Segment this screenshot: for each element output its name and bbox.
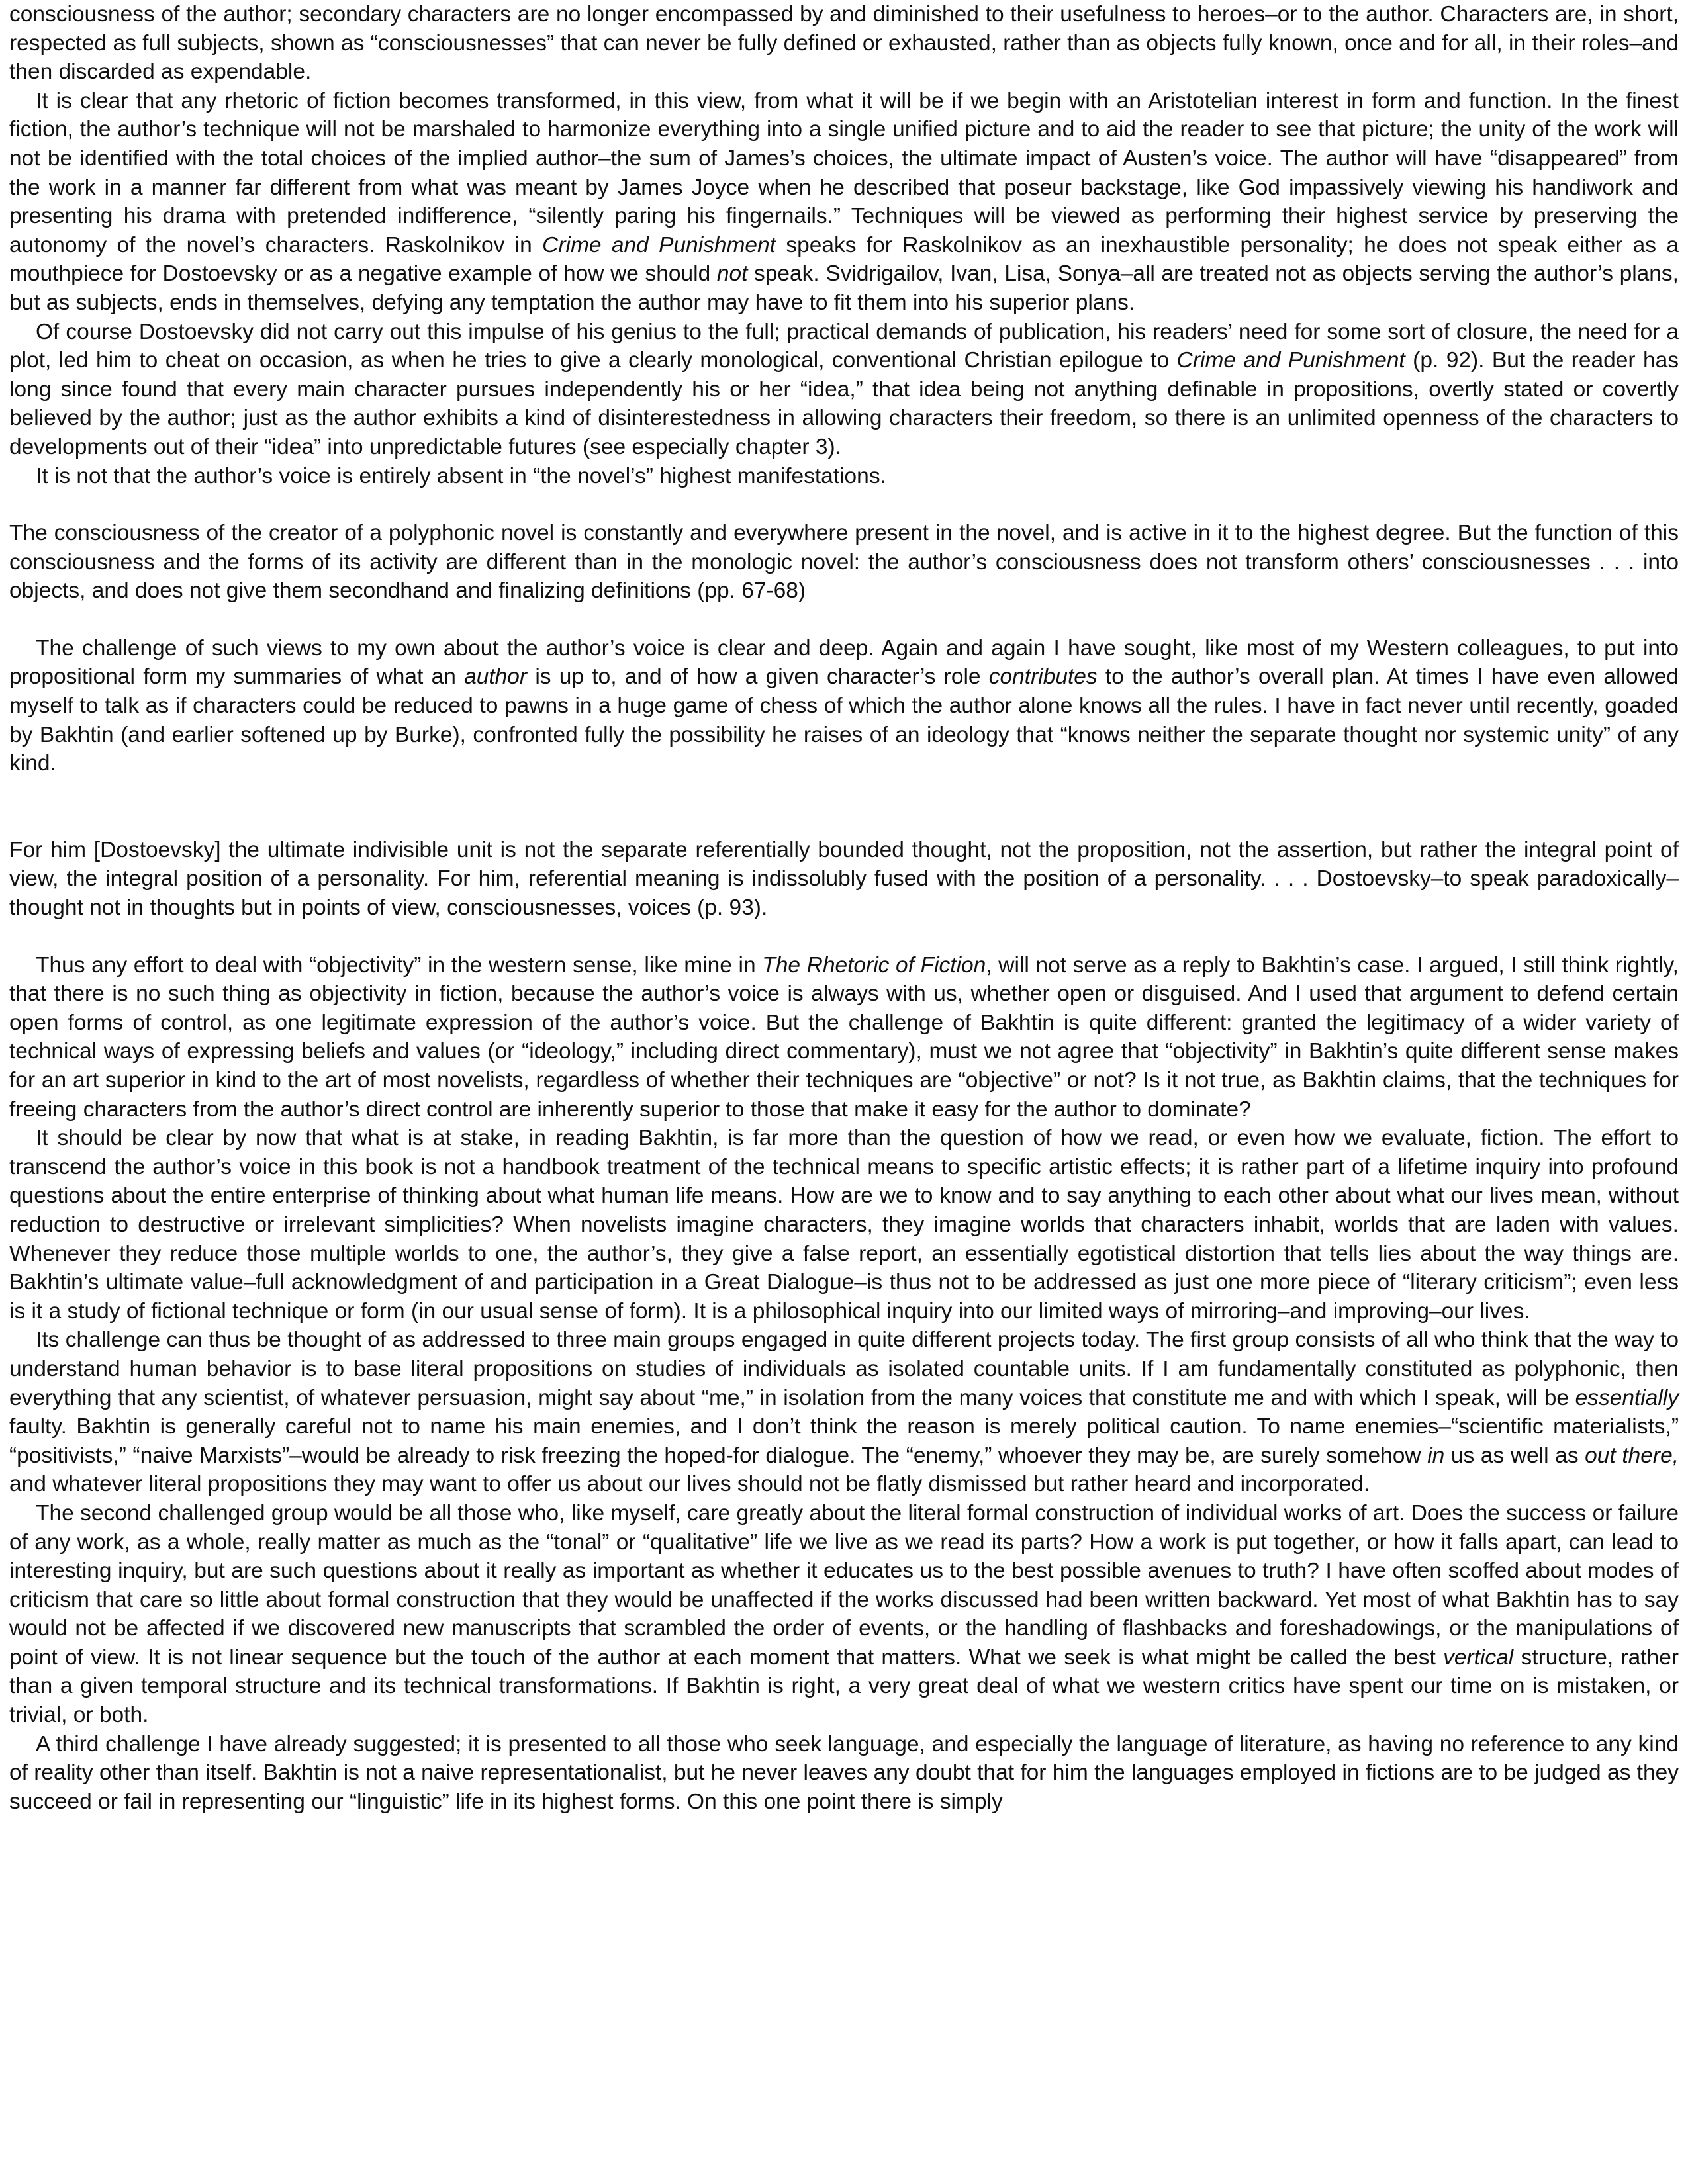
body-paragraph xyxy=(9,0,1679,87)
text-run: speaks for Raskolnikov as an inexhaustible personality; he does not speak either as a mouthpiece for Dostoevsky or as a negative example of how we should xyxy=(9,232,1679,287)
italic-text: contributes xyxy=(988,664,1098,690)
block-quote xyxy=(9,519,1679,606)
body-paragraph xyxy=(9,634,1679,778)
italic-text: The Rhetoric of Fiction xyxy=(762,952,986,978)
italic-text: in xyxy=(1427,1443,1445,1468)
text-run: For him [Dostoevsky] the ultimate indivisible unit is not the separate referentially bounded thought, not the proposition, not the assertion, but rather the integral point of view, the integral position of a personality. For him, referential meaning is indissolubly fused with the position of a personality. . . . Dostoevsky–to speak paradoxically–thought not in thoughts but in points of view, consciousnesses, voices (p. 93). xyxy=(9,837,1679,921)
body-paragraph xyxy=(9,462,1679,491)
italic-text: essentially xyxy=(1575,1385,1679,1410)
body-paragraph xyxy=(9,1124,1679,1326)
text-run: us as well as xyxy=(1444,1443,1585,1468)
block-quote xyxy=(9,836,1679,923)
italic-text: out there, xyxy=(1585,1443,1679,1468)
text-run: It is clear that any rhetoric of fiction becomes transformed, in this view, from what it will be if we begin with an Aristotelian interest in form and function. In the finest fiction, the author’s technique will not be marshaled to harmonize everything into a single unified picture and to aid the reader to see that picture; the unity of the work will not be identified with the total choices of the implied author–the sum of James’s choices, the ultimate impact of Austen’s voice. The author will have “disappeared” from the work in a manner far different from what was meant by James Joyce when he described that poseur backstage, like God impassively viewing his handiwork and presenting his drama with pretended indifference, “silently paring his fingernails.” Techniques will be viewed as performing their highest service by preserving the autonomy of the novel’s characters. Raskolnikov in xyxy=(9,88,1679,257)
text-run: It is not that the author’s voice is entirely absent in “the novel’s” highest manifestations. xyxy=(36,463,886,488)
body-paragraph xyxy=(9,1730,1679,1817)
italic-text: not xyxy=(716,261,748,287)
text-run: is up to, and of how a given character’s role xyxy=(527,664,989,690)
italic-text: vertical xyxy=(1443,1645,1514,1670)
italic-text: Crime and Punishment xyxy=(542,232,776,257)
text-run: It should be clear by now that what is at stake, in reading Bakhtin, is far more than the question of how we read, or even how we evaluate, fiction. The effort to transcend the author’s voice in this book is not a handbook treatment of the technical means to specific artistic effects; it is rather part of a lifetime inquiry into profound questions about the entire enterprise of thinking about what human life means. How are we to know and to say anything to each other about what our lives mean, without reduction to destructive or irrelevant simplicities? When novelists imagine characters, they imagine worlds that characters inhabit, worlds that are laden with values. Whenever they reduce those multiple worlds to one, the author’s, they give a false report, an essentially egotistical distortion that tells lies about the way things are. Bakhtin’s ultimate value–full acknowledgment of and participation in a Great Dialogue–is thus not to be addressed as just one more piece of “literary criticism”; even less is it a study of fictional technique or form (in our usual sense of form). It is a philosophical inquiry into our limited ways of mirroring–and improving–our lives. xyxy=(9,1126,1679,1324)
text-run: Of course Dostoevsky did not carry out this impulse of his genius to the full; practical demands of publication, his readers’ need for some sort of closure, the need for a plot, led him to cheat on occasion, as when he tries to give a clearly monological, conventional Christian epilogue to xyxy=(9,319,1679,373)
body-paragraph xyxy=(9,87,1679,318)
text-run: speak. Svidrigailov, Ivan, Lisa, Sonya–all are treated not as objects serving the author’s plans, but as subjects, ends in themselves, defying any temptation the author may have to fit them into his superior plans. xyxy=(9,261,1679,315)
text-run: faulty. Bakhtin is generally careful not to name his main enemies, and I don’t think the reason is merely political caution. To name enemies–“scientific materialists,” “positivists,” “naive Marxists”–would be already to risk freezing the hoped-for dialogue. The “enemy,” whoever they may be, are surely somehow xyxy=(9,1414,1679,1468)
italic-text: author xyxy=(464,664,528,690)
body-paragraph xyxy=(9,1499,1679,1730)
text-run: and whatever literal propositions they may want to offer us about our lives should not be flatly dismissed but rather heard and incorporated. xyxy=(9,1472,1370,1497)
text-run: Its challenge can thus be thought of as addressed to three main groups engaged in quite different projects today. The first group consists of all who think that the way to understand human behavior is to base literal propositions on studies of individuals as isolated countable units. If I am fundamentally constituted as polyphonic, then everything that any scientist, of whatever persuasion, might say about “me,” in isolation from the many voices that constitute me and with which I speak, will be xyxy=(9,1328,1679,1410)
text-run: The challenge of such views to my own about the author’s voice is clear and deep. Again and again I have sought, like most of my Western colleagues, to put into propositional form my summaries of what an xyxy=(9,635,1679,690)
text-run: (p. 92). But the reader has long since found that every main character pursues independently his or her “idea,” that idea being not anything definable in propositions, overtly stated or covertly believed by the author; just as the author exhibits a kind of disinterestedness in allowing characters their freedom, so there is an unlimited openness of the characters to developments out of their “idea” into unpredictable futures (see especially chapter 3). xyxy=(9,348,1679,459)
text-run: The consciousness of the creator of a polyphonic novel is constantly and everywhere present in the novel, and is active in it to the highest degree. But the function of this consciousness and the forms of its activity are different than in the monologic novel: the author’s consciousness does not transform others’ consciousnesses . . . into objects, and does not give them secondhand and finalizing definitions (pp. 67-68) xyxy=(9,521,1679,604)
text-run: to the author’s overall plan. At times I have even allowed myself to talk as if characters could be reduced to pawns in a huge game of chess of which the author alone knows all the rules. I have in fact never until recently, goaded by Bakhtin (and earlier softened up by Burke), confronted fully the possibility he raises of an ideology that “knows neither the separate thought nor systemic unity” of any kind. xyxy=(9,664,1679,776)
body-paragraph xyxy=(9,1326,1679,1499)
text-run: structure, rather than a given temporal structure and its technical transformations. If Bakhtin is right, a very great deal of what we western critics have spent our time on is mistaken, or trivial, or both. xyxy=(9,1645,1679,1728)
text-run: The second challenged group would be all those who, like myself, care greatly about the literal formal construction of individual works of art. Does the success or failure of any work, as a whole, really matter as much as the “tonal” or “qualitative” life we live as we read its parts? How a work is put together, or how it falls apart, can lead to interesting inquiry, but are such questions about it really as important as whether it educates us to the best possible avenues to truth? I have often scoffed about modes of criticism that care so little about formal construction that they would be unaffected if the works discussed had been written backward. Yet most of what Bakhtin has to say would not be affected if we discovered new manuscripts that scrambled the order of events, or the handling of flashbacks and foreshadowings, or the manipulations of point of view. It is not linear sequence but the touch of the author at each moment that matters. What we seek is what might be called the best xyxy=(9,1500,1679,1670)
document-page xyxy=(9,0,1679,2184)
italic-text: Crime and Punishment xyxy=(1176,348,1405,373)
text-run: A third challenge I have already suggested; it is presented to all those who seek language, and especially the language of literature, as having no reference to any kind of reality other than itself. Bakhtin is not a naive representationalist, but he never leaves any doubt that for him the languages employed in fictions are to be judged as they succeed or fail in representing our “linguistic” life in its highest forms. On this one point there is simply xyxy=(9,1731,1679,1814)
text-run: consciousness of the author; secondary characters are no longer encompassed by and diminished to their usefulness to heroes–or to the author. Characters are, in short, respected as full subjects, shown as “consciousnesses” that can never be fully defined or exhausted, rather than as objects fully known, once and for all, in their roles–and then discarded as expendable. xyxy=(9,2,1679,85)
body-paragraph xyxy=(9,318,1679,462)
text-run: Thus any effort to deal with “objectivity” in the western sense, like mine in xyxy=(36,952,763,978)
body-paragraph xyxy=(9,951,1679,1124)
text-run: , will not serve as a reply to Bakhtin’s case. I argued, I still think rightly, that there is no such thing as objectivity in fiction, because the author’s voice is always with us, whether open or disguised. And I used that argument to defend certain open forms of control, as one legitimate expression of the author’s voice. But the challenge of Bakhtin is quite different: granted the legitimacy of a wider variety of technical ways of expressing beliefs and values (or “ideology,” including direct commentary), must we not agree that “objectivity” in Bakhtin’s quite different sense makes for an art superior in kind to the art of most novelists, regardless of whether their techniques are “objective” or not? Is it not true, as Bakhtin claims, that the techniques for freeing characters from the author’s direct control are inherently superior to those that make it easy for the author to dominate? xyxy=(9,952,1679,1122)
